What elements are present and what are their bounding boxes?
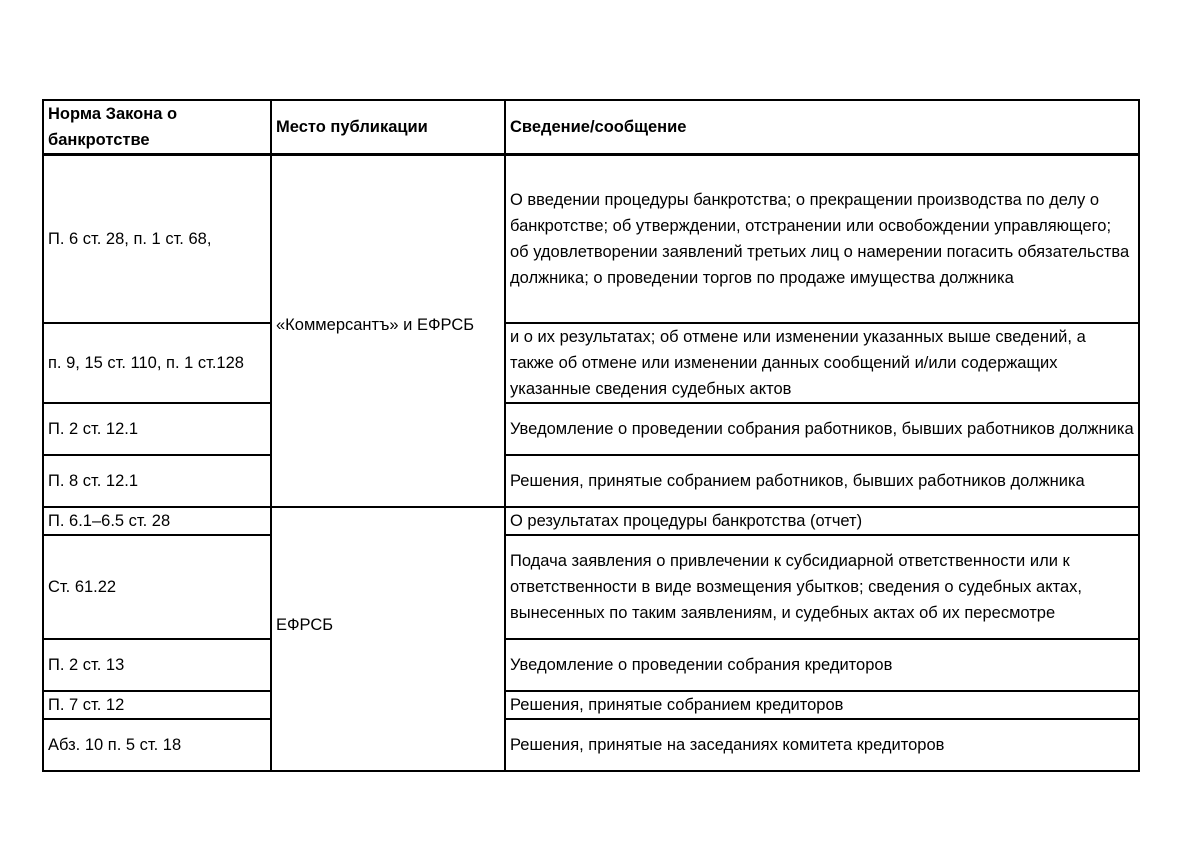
norm-cell: П. 6.1–6.5 ст. 28 [43, 507, 271, 535]
table-row [43, 455, 1139, 507]
norm-cell: п. 9, 15 ст. 110, п. 1 ст.128 [43, 323, 271, 403]
norm-cell: П. 2 ст. 12.1 [43, 403, 271, 455]
place-label: ЕФРСБ [276, 615, 334, 634]
bankruptcy-publication-table [42, 99, 1140, 772]
norm-cell: П. 8 ст. 12.1 [43, 455, 271, 507]
info-cell: Решения, принятые на заседаниях комитета кредиторов [505, 719, 1139, 771]
norm-cell: Абз. 10 п. 5 ст. 18 [43, 719, 271, 771]
norm-cell: Ст. 61.22 [43, 535, 271, 639]
norm-cell: П. 2 ст. 13 [43, 639, 271, 691]
table-header-row [43, 100, 1139, 155]
table-row [43, 507, 1139, 535]
place-cell-kommersant [271, 155, 505, 507]
info-cell: Решения, принятые собранием работников, бывших работников должника [505, 455, 1139, 507]
info-cell: Уведомление о проведении собрания кредиторов [505, 639, 1139, 691]
header-norm: Норма Закона о банкротстве [43, 100, 271, 155]
table-row [43, 155, 1139, 323]
norm-cell: П. 6 ст. 28, п. 1 ст. 68, [43, 155, 271, 323]
table-row [43, 535, 1139, 639]
header-place: Место публикации [271, 100, 505, 155]
norm-cell: П. 7 ст. 12 [43, 691, 271, 719]
info-cell: О введении процедуры банкротства; о прекращении производства по делу о банкротстве; об утверждении, отстранении или освобождении управляющего; об удовлетворении заявлений третьих лиц о намерении погасить обязательства должника; о проведении торгов по продаже имущества должника [505, 155, 1139, 323]
table-row [43, 691, 1139, 719]
info-cell: и о их результатах; об отмене или изменении указанных выше сведений, а также об отмене или изменении данных сообщений и/или содержащих указанные сведения судебных актов [505, 323, 1139, 403]
place-label: «Коммерсантъ» и ЕФРСБ [276, 315, 475, 334]
table-row [43, 323, 1139, 403]
info-cell: Подача заявления о привлечении к субсидиарной ответственности или к ответственности в виде возмещения убытков; сведения о судебных актах, вынесенных по таким заявлениям, и судебных актах об их пересмотре [505, 535, 1139, 639]
info-cell: Решения, принятые собранием кредиторов [505, 691, 1139, 719]
table-row [43, 403, 1139, 455]
info-cell: О результатах процедуры банкротства (отчет) [505, 507, 1139, 535]
table-row [43, 639, 1139, 691]
info-cell: Уведомление о проведении собрания работников, бывших работников должника [505, 403, 1139, 455]
table-row [43, 719, 1139, 771]
header-info: Сведение/сообщение [505, 100, 1139, 155]
place-cell-efrsb [271, 507, 505, 771]
